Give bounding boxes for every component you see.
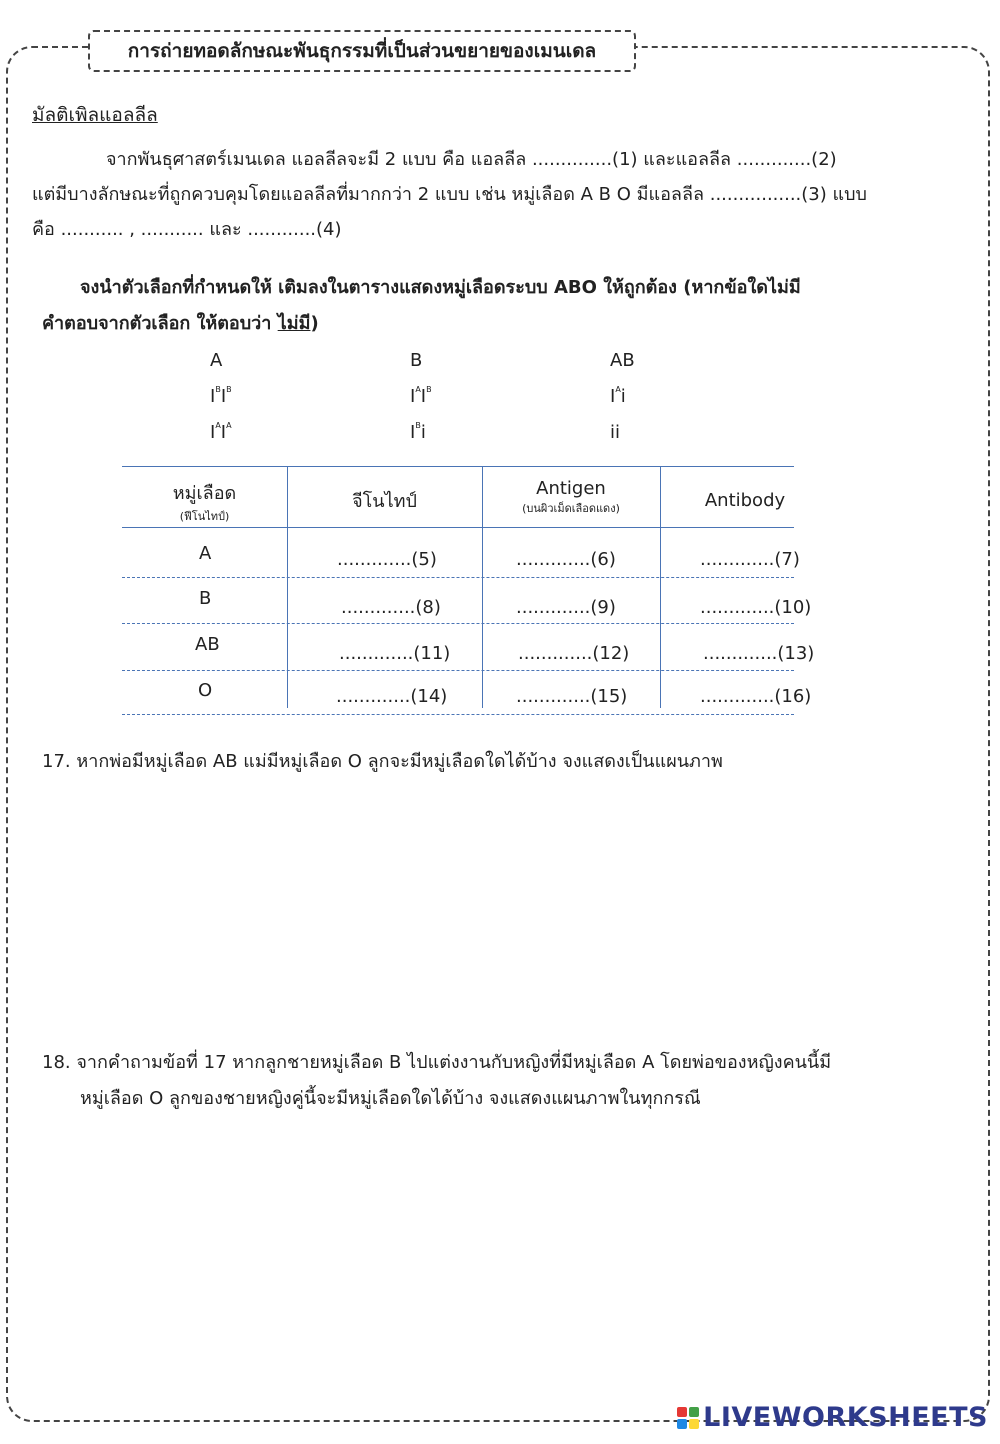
table-row-divider [122, 577, 794, 578]
table-bottom-border [122, 714, 794, 715]
question-17: 17. หากพ่อมีหมู่เลือด AB แม่มีหมู่เลือด O ลูกจะมีหมู่เลือดใดได้บ้าง จงแสดงเป็นแผนภาพ [42, 751, 723, 772]
header-antigen-sub: (บนผิวเม็ดเลือดแดง) [522, 502, 620, 515]
option-genotype-iai: $I^Ai$ [610, 385, 626, 407]
question-18-line-2: หมู่เลือด O ลูกของชายหญิงคู่นี้จะมีหมู่เลือดใดได้บ้าง จงแสดงแผนภาพในทุกกรณี [80, 1088, 701, 1109]
blood-group-cell: AB [195, 634, 220, 655]
answer-blank-5[interactable]: .............(5) [337, 549, 437, 570]
table-top-border [122, 466, 794, 467]
answer-blank-7[interactable]: .............(7) [700, 549, 800, 570]
paragraph-line-1: จากพันธุศาสตร์เมนเดล แอลลีลจะมี 2 แบบ คือ แอลลีล ..............(1) และแอลลีล .............(2) [106, 149, 837, 170]
option-label-b: B [410, 350, 423, 371]
instruction-line-2: คำตอบจากตัวเลือก ให้ตอบว่า ไม่มี) [42, 313, 319, 334]
header-genotype: จีโนไทป์ [352, 491, 417, 512]
option-label-ab: AB [610, 350, 635, 371]
brand-name: LIVEWORKSHEETS [703, 1402, 988, 1433]
blood-group-cell: A [199, 543, 212, 564]
option-genotype-ii: ii [610, 422, 621, 443]
header-blood-group-sub: (ฟีโนไทป์) [179, 510, 230, 523]
liveworksheets-logo [677, 1402, 988, 1433]
header-antigen: Antigen (บนผิวเม็ดเลือดแดง) [482, 478, 660, 517]
option-genotype-iaia: $I^AI^A$ [210, 421, 232, 443]
answer-blank-14[interactable]: .............(14) [336, 686, 448, 707]
answer-blank-6[interactable]: .............(6) [516, 549, 616, 570]
brand-squares-icon [677, 1407, 699, 1429]
paragraph-line-3: คือ ........... , ........... และ ............(4) [32, 219, 342, 240]
question-18-line-1: 18. จากคำถามข้อที่ 17 หากลูกชายหมู่เลือด B ไปแต่งงานกับหญิงที่มีหมู่เลือด A โดยพ่อของหญิงคนนี้มี [42, 1052, 832, 1073]
blood-group-cell: O [198, 680, 213, 701]
answer-blank-13[interactable]: .............(13) [703, 643, 815, 664]
table-row-divider [122, 623, 794, 624]
answer-blank-9[interactable]: .............(9) [516, 597, 616, 618]
table-header-border [122, 527, 794, 528]
option-genotype-iaib: $I^AI^B$ [410, 385, 432, 407]
page-title: การถ่ายทอดลักษณะพันธุกรรมที่เป็นส่วนขยายของเมนเดล [88, 30, 636, 72]
blood-group-cell: B [199, 588, 212, 609]
answer-blank-15[interactable]: .............(15) [516, 686, 628, 707]
page-frame [6, 46, 990, 1422]
option-genotype-ibi: $I^Bi$ [410, 421, 426, 443]
answer-blank-12[interactable]: .............(12) [518, 643, 630, 664]
section-heading: มัลติเพิลแอลลีล [32, 104, 158, 126]
table-row-divider [122, 670, 794, 671]
header-antibody: Antibody [704, 490, 786, 511]
header-blood-group: หมู่เลือด (ฟีโนไทป์) [122, 478, 287, 525]
instruction-line-1: จงนำตัวเลือกที่กำหนดให้ เติมลงในตารางแสดงหมู่เลือดระบบ ABO ให้ถูกต้อง (หากข้อใดไม่มี [80, 277, 801, 298]
answer-blank-10[interactable]: .............(10) [700, 597, 812, 618]
answer-blank-11[interactable]: .............(11) [339, 643, 451, 664]
instruction-underlined: ไม่มี [277, 313, 311, 334]
answer-blank-8[interactable]: .............(8) [341, 597, 441, 618]
paragraph-line-2: แต่มีบางลักษณะที่ถูกควบคุมโดยแอลลีลที่มากกว่า 2 แบบ เช่น หมู่เลือด A B O มีแอลลีล ................(3) แบบ [32, 184, 867, 205]
answer-blank-16[interactable]: .............(16) [700, 686, 812, 707]
option-label-a: A [210, 350, 223, 371]
option-genotype-ibib: $I^BI^B$ [210, 385, 232, 407]
